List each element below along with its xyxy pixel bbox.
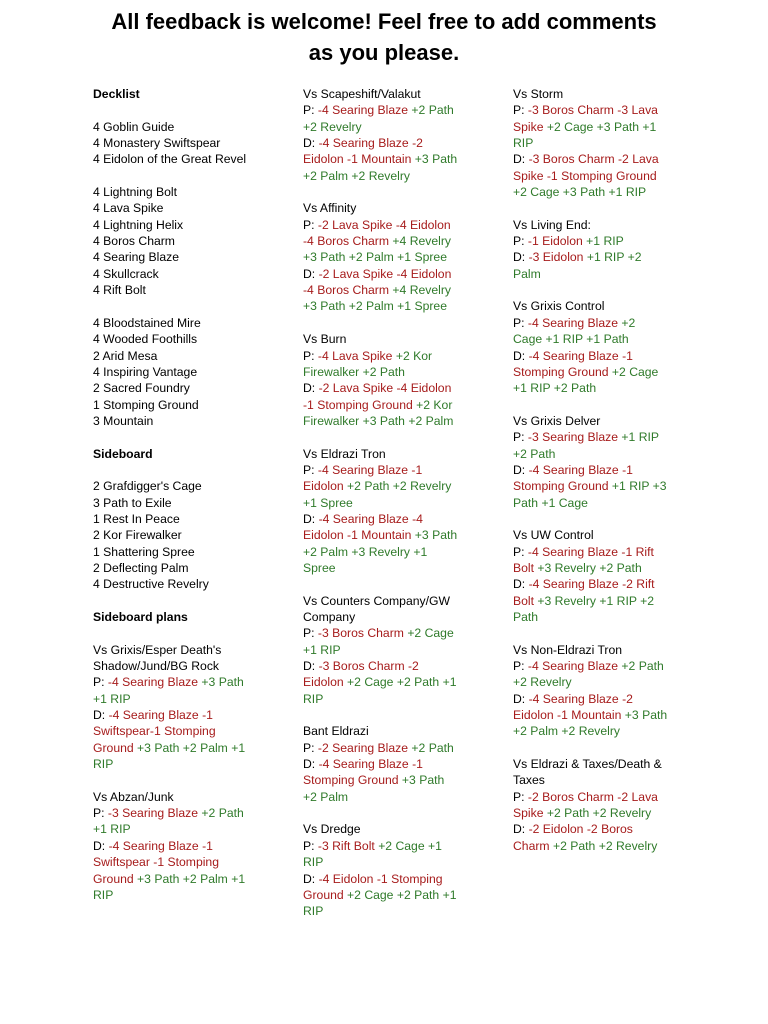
draw-plan-line [303, 560, 493, 576]
plan-cuts: -3 Boros Charm [317, 626, 408, 641]
plan-cuts: -2 Boros Charm -2 Lava [527, 789, 658, 804]
draw-plan-line [303, 544, 493, 560]
plan-additions: +2 Palm +2 Revelry [303, 168, 411, 183]
sideboard-card: 1 Shattering Spree [93, 544, 195, 559]
plan-additions: Spree [303, 560, 336, 575]
decklist-card: 4 Searing Blaze [93, 250, 180, 265]
decklist-card: 4 Goblin Guide [93, 119, 175, 134]
draw-plan-line [303, 413, 493, 429]
draw-plan-line [513, 821, 703, 837]
draw-plan-line [513, 593, 703, 609]
plan-additions: +3 Revelry +1 RIP +2 [537, 593, 655, 608]
matchup-block [513, 217, 703, 282]
plan-additions: +2 Cage +2 Path +1 [347, 887, 457, 902]
plan-additions: +4 Revelry [392, 234, 451, 249]
matchup-title: Vs Scapeshift/Valakut [303, 87, 421, 101]
plan-additions: +2 Path [621, 659, 664, 674]
plan-prefix: D: [513, 152, 529, 167]
matchup-title: Vs Non-Eldrazi Tron [513, 642, 623, 657]
draw-plan-line [303, 887, 493, 903]
plan-additions: RIP [303, 904, 324, 919]
draw-plan-line [513, 478, 703, 494]
play-plan-line [513, 789, 703, 805]
plan-prefix: P: [93, 675, 108, 690]
matchup-title: Shadow/Jund/BG Rock [93, 659, 220, 674]
plan-additions: +3 Path +2 Palm +1 [137, 740, 246, 755]
plan-cuts: Eidolon [303, 479, 348, 494]
plan-cuts: -3 Searing Blaze [107, 806, 202, 821]
matchup-block [303, 821, 493, 919]
play-plan-line [513, 102, 703, 118]
plan-additions: +2 Cage +3 Path +1 RIP [513, 185, 647, 200]
decklist-card: 4 Eidolon of the Great Revel [93, 152, 247, 167]
draw-plan-line [303, 151, 493, 167]
matchup-block [513, 413, 703, 511]
plan-cuts: -3 Searing Blaze [527, 430, 622, 445]
play-plan-line [303, 249, 493, 265]
plan-prefix: P: [303, 217, 318, 232]
plan-prefix: D: [513, 348, 529, 363]
draw-plan-line [93, 838, 283, 854]
play-plan-line [303, 478, 493, 494]
draw-plan-line [93, 756, 283, 772]
plan-cuts: -4 Eidolon -1 Stomping [318, 871, 443, 886]
plan-prefix: P: [513, 659, 528, 674]
play-plan-line [513, 446, 703, 462]
matchup-title: Vs Burn [303, 332, 347, 347]
plan-prefix: P: [513, 315, 528, 330]
draw-plan-line [303, 380, 493, 396]
plan-additions: +1 Spree [303, 495, 353, 510]
plan-prefix: P: [303, 462, 318, 477]
decklist-card: 4 Monastery Swiftspear [93, 136, 221, 151]
sideboard-plans-heading: Sideboard plans [93, 610, 188, 624]
draw-plan-line [513, 348, 703, 364]
plan-cuts: -4 Boros Charm [303, 283, 393, 298]
plan-prefix: D: [93, 838, 109, 853]
decklist-card: 4 Wooded Foothills [93, 332, 198, 347]
plan-cuts: -4 Searing Blaze -1 [317, 462, 423, 477]
draw-plan-line [303, 772, 493, 788]
plan-additions: Cage +1 RIP +1 Path [513, 332, 629, 347]
decklist-card: 4 Inspiring Vantage [93, 364, 198, 379]
draw-plan-line [513, 691, 703, 707]
plan-cuts: -4 Searing Blaze [317, 103, 412, 118]
play-plan-line [513, 658, 703, 674]
sideboard-card: 2 Deflecting Palm [93, 560, 189, 575]
plan-cuts: -1 Stomping Ground [303, 397, 417, 412]
plan-additions: Firewalker +3 Path +2 Palm [303, 413, 454, 428]
matchup-block [303, 723, 493, 805]
matchup-title: Vs Living End: [513, 217, 591, 232]
plan-prefix: P: [513, 234, 528, 249]
draw-plan-line [513, 168, 703, 184]
decklist-card: 2 Sacred Foundry [93, 381, 190, 396]
plan-cuts: -4 Searing Blaze -1 [528, 348, 633, 363]
plan-prefix: D: [303, 659, 319, 674]
plan-additions: +1 RIP [586, 234, 624, 249]
plan-cuts: Spike -1 Stomping Ground [513, 168, 657, 183]
plan-cuts: -4 Searing Blaze -2 [528, 691, 633, 706]
draw-plan-line [303, 168, 493, 184]
matchup-title: Vs Eldrazi & Taxes/Death & [513, 757, 662, 772]
play-plan-line [303, 217, 493, 233]
play-plan-line [93, 691, 283, 707]
play-plan-line [303, 495, 493, 511]
draw-plan-line [93, 707, 283, 723]
plan-additions: +2 Path +2 Revelry [552, 838, 658, 853]
plan-additions: RIP [93, 757, 114, 772]
matchup-block [93, 789, 283, 903]
plan-cuts: -4 Searing Blaze -1 [108, 708, 213, 723]
decklist-card: 3 Mountain [93, 413, 154, 428]
plan-additions: +2 Palm [303, 789, 349, 804]
plan-cuts: Stomping Ground [513, 364, 612, 379]
play-plan-line [93, 674, 283, 690]
play-plan-line [513, 233, 703, 249]
draw-plan-line [513, 249, 703, 265]
plan-cuts: Stomping Ground [513, 479, 612, 494]
plan-additions: +3 Path +2 Palm +1 Spree [303, 299, 447, 314]
draw-plan-line [513, 495, 703, 511]
title-line-1: All feedback is welcome! Feel free to add comments [111, 9, 657, 34]
play-plan-line [303, 364, 493, 380]
plan-prefix: D: [513, 691, 529, 706]
matchup-title: Vs Storm [513, 87, 564, 101]
page-title [0, 6, 768, 68]
draw-plan-line [303, 282, 493, 298]
matchup-block [303, 200, 493, 314]
matchup-title: Vs Abzan/Junk [93, 789, 174, 804]
plan-cuts: Eidolon -1 Mountain [303, 528, 415, 543]
plan-cuts: -4 Searing Blaze -1 [108, 838, 213, 853]
plan-cuts: Eidolon -1 Mountain [303, 152, 415, 167]
plan-cuts: Stomping Ground [303, 773, 402, 788]
draw-plan-line [513, 609, 703, 625]
matchup-title: Vs Grixis Delver [513, 413, 601, 428]
draw-plan-line [303, 511, 493, 527]
plan-additions: +2 Cage +1 [378, 838, 442, 853]
plan-prefix: D: [303, 757, 319, 772]
play-plan-line [303, 462, 493, 478]
plan-cuts: Swiftspear-1 Stomping [93, 724, 216, 739]
matchup-title: Taxes [513, 773, 545, 788]
decklist-card: 4 Lava Spike [93, 201, 164, 216]
matchup-title: Vs UW Control [513, 528, 594, 543]
draw-plan-line [513, 184, 703, 200]
sideboard-card: 2 Kor Firewalker [93, 528, 182, 543]
plan-additions: Palm [513, 266, 541, 281]
plan-additions: +1 RIP [303, 642, 341, 657]
plan-cuts: Eidolon -1 Mountain [513, 708, 625, 723]
sideboard-card: 4 Destructive Revelry [93, 577, 209, 592]
play-plan-line [93, 821, 283, 837]
play-plan-line [513, 429, 703, 445]
sideboard-heading: Sideboard [93, 446, 153, 461]
play-plan-line [303, 102, 493, 118]
plan-additions: +1 RIP +3 [611, 479, 667, 494]
matchup-block [303, 593, 493, 707]
plan-additions: +1 RIP [93, 691, 131, 706]
plan-cuts: -4 Searing Blaze -2 Rift [528, 577, 655, 592]
plan-cuts: -3 Boros Charm -2 [318, 659, 419, 674]
title-line-2: as you please. [308, 40, 460, 65]
decklist-card: 4 Lightning Helix [93, 217, 184, 232]
plan-additions: +2 Palm +3 Revelry +1 [303, 544, 428, 559]
play-plan-line [513, 315, 703, 331]
plan-additions: RIP [303, 855, 324, 870]
decklist-card: 1 Stomping Ground [93, 397, 199, 412]
plan-prefix: P: [303, 626, 318, 641]
matchup-title: Vs Eldrazi Tron [303, 446, 386, 461]
plan-additions: +1 RIP [93, 822, 131, 837]
column-1 [93, 86, 283, 903]
sideboard-card: 3 Path to Exile [93, 495, 172, 510]
plan-additions: +4 Revelry [392, 283, 451, 298]
plan-additions: +2 Cage [407, 626, 454, 641]
draw-plan-line [93, 854, 283, 870]
draw-plan-line [513, 723, 703, 739]
plan-additions: +1 RIP +2 [586, 250, 642, 265]
draw-plan-line [303, 789, 493, 805]
matchup-block [513, 756, 703, 854]
plan-prefix: D: [303, 136, 319, 151]
plan-additions: +2 [621, 315, 636, 330]
draw-plan-line [303, 674, 493, 690]
plan-prefix: D: [513, 822, 529, 837]
plan-additions: RIP [513, 136, 534, 151]
draw-plan-line [303, 903, 493, 919]
plan-additions: +3 Path [624, 708, 668, 723]
matchup-block [93, 642, 283, 773]
draw-plan-line [303, 871, 493, 887]
plan-cuts: -3 Boros Charm -3 Lava [527, 103, 658, 118]
plan-additions: +2 Cage +2 Path +1 [347, 675, 457, 690]
matchup-block [303, 446, 493, 577]
plan-additions: +2 Cage +3 Path +1 [546, 119, 657, 134]
plan-additions: +3 Path [401, 773, 445, 788]
plan-cuts: -4 Searing Blaze -1 [318, 757, 423, 772]
plan-cuts: Ground [93, 871, 138, 886]
play-plan-line [93, 805, 283, 821]
plan-additions: +2 Path [411, 103, 454, 118]
draw-plan-line [303, 135, 493, 151]
draw-plan-line [93, 740, 283, 756]
play-plan-line [513, 544, 703, 560]
play-plan-line [513, 560, 703, 576]
draw-plan-line [93, 887, 283, 903]
plan-additions: Path +1 Cage [513, 495, 588, 510]
plan-additions: +2 Path [411, 740, 454, 755]
draw-plan-line [513, 380, 703, 396]
plan-prefix: D: [513, 577, 529, 592]
play-plan-line [303, 854, 493, 870]
draw-plan-line [513, 576, 703, 592]
plan-prefix: P: [513, 103, 528, 118]
plan-prefix: P: [303, 103, 318, 118]
plan-prefix: P: [303, 348, 318, 363]
plan-cuts: -3 Eidolon [528, 250, 587, 265]
plan-prefix: D: [513, 250, 529, 265]
plan-prefix: P: [93, 806, 108, 821]
matchup-block [513, 642, 703, 740]
plan-additions: +2 Kor [416, 397, 453, 412]
play-plan-line [303, 233, 493, 249]
plan-cuts: -4 Boros Charm [303, 234, 393, 249]
plan-cuts: -4 Searing Blaze -1 [528, 462, 633, 477]
plan-additions: +3 Path +2 Palm +1 Spree [303, 250, 447, 265]
play-plan-line [513, 331, 703, 347]
plan-additions: +2 Path +2 Revelry [546, 806, 652, 821]
plan-cuts: -2 Eidolon -2 Boros [528, 822, 633, 837]
plan-cuts: Spike [513, 806, 547, 821]
matchup-title: Bant Eldrazi [303, 724, 369, 739]
plan-prefix: D: [513, 462, 529, 477]
decklist-card: 4 Bloodstained Mire [93, 315, 201, 330]
plan-cuts: -1 Eidolon [527, 234, 587, 249]
plan-prefix: D: [303, 381, 319, 396]
decklist-card: 4 Skullcrack [93, 266, 159, 281]
plan-additions: +3 Path [414, 152, 458, 167]
plan-additions: +3 Revelry +2 Path [537, 560, 642, 575]
draw-plan-line [93, 871, 283, 887]
decklist-heading: Decklist [93, 87, 140, 101]
plan-additions: +2 Kor [395, 348, 433, 363]
matchup-title: Company [303, 610, 356, 624]
plan-cuts: -4 Lava Spike [317, 348, 396, 363]
draw-plan-line [513, 838, 703, 854]
plan-additions: +2 Path [201, 806, 244, 821]
decklist-card: 4 Rift Bolt [93, 283, 146, 298]
play-plan-line [303, 838, 493, 854]
plan-additions: Firewalker +2 Path [303, 364, 405, 379]
plan-additions: +3 Path +2 Palm +1 [137, 871, 246, 886]
plan-cuts: -4 Searing Blaze [527, 659, 622, 674]
matchup-block [303, 331, 493, 429]
column-2 [303, 86, 493, 920]
plan-additions: +3 Path [201, 675, 244, 690]
matchup-block [303, 86, 493, 184]
plan-cuts: Bolt [513, 593, 538, 608]
draw-plan-line [303, 691, 493, 707]
plan-prefix: D: [93, 708, 109, 723]
matchup-block [513, 298, 703, 396]
plan-cuts: Ground [93, 740, 138, 755]
play-plan-line [513, 805, 703, 821]
plan-cuts: Bolt [513, 560, 538, 575]
draw-plan-line [303, 397, 493, 413]
plan-prefix: P: [513, 430, 528, 445]
matchup-title: Vs Grixis/Esper Death's [93, 642, 222, 657]
draw-plan-line [513, 266, 703, 282]
plan-cuts: -3 Boros Charm -2 Lava [528, 152, 659, 167]
plan-additions: +1 RIP +2 Path [513, 381, 597, 396]
plan-additions: Path [513, 610, 539, 624]
play-plan-line [513, 674, 703, 690]
matchup-title: Vs Affinity [303, 201, 357, 216]
plan-prefix: P: [303, 740, 318, 755]
plan-cuts: -4 Searing Blaze [527, 315, 622, 330]
play-plan-line [303, 625, 493, 641]
plan-cuts: -2 Searing Blaze [317, 740, 412, 755]
play-plan-line [303, 740, 493, 756]
matchup-title: Vs Counters Company/GW [303, 593, 450, 608]
decklist-card: 2 Arid Mesa [93, 348, 158, 363]
decklist-card: 4 Boros Charm [93, 234, 175, 249]
decklist-card: 4 Lightning Bolt [93, 185, 178, 200]
plan-cuts: -4 Searing Blaze -4 [318, 511, 423, 526]
play-plan-line [513, 135, 703, 151]
draw-plan-line [303, 527, 493, 543]
plan-additions: +2 Palm +2 Revelry [513, 724, 621, 739]
play-plan-line [513, 119, 703, 135]
column-3 [513, 86, 703, 854]
sideboard-card: 1 Rest In Peace [93, 511, 180, 526]
plan-additions: +1 RIP [621, 430, 660, 445]
plan-additions: +2 Revelry [513, 675, 572, 690]
draw-plan-line [303, 658, 493, 674]
matchup-title: Vs Dredge [303, 822, 361, 837]
plan-prefix: P: [513, 789, 528, 804]
play-plan-line [303, 119, 493, 135]
draw-plan-line [93, 723, 283, 739]
draw-plan-line [513, 707, 703, 723]
draw-plan-line [513, 364, 703, 380]
plan-cuts: Ground [303, 887, 348, 902]
plan-additions: +2 Revelry [303, 119, 362, 134]
plan-prefix: D: [303, 871, 319, 886]
draw-plan-line [513, 462, 703, 478]
plan-prefix: D: [303, 266, 319, 281]
plan-additions: +2 Path [513, 446, 556, 461]
draw-plan-line [513, 151, 703, 167]
plan-additions: +3 Path [414, 528, 458, 543]
plan-cuts: -2 Lava Spike -4 Eidolon [318, 381, 452, 396]
matchup-block [513, 527, 703, 625]
plan-cuts: -4 Searing Blaze [107, 675, 202, 690]
plan-cuts: -2 Lava Spike -4 Eidolon [318, 266, 452, 281]
plan-cuts: Charm [513, 838, 553, 853]
plan-cuts: Swiftspear -1 Stomping [93, 855, 219, 870]
plan-cuts: -4 Searing Blaze -1 Rift [527, 544, 654, 559]
plan-cuts: Spike [513, 119, 547, 134]
play-plan-line [303, 642, 493, 658]
draw-plan-line [303, 756, 493, 772]
plan-prefix: D: [303, 511, 319, 526]
plan-cuts: -3 Rift Bolt [317, 838, 379, 853]
plan-cuts: -2 Lava Spike -4 Eidolon [317, 217, 451, 232]
draw-plan-line [303, 298, 493, 314]
sideboard-card: 2 Grafdigger's Cage [93, 479, 202, 494]
matchup-title: Vs Grixis Control [513, 299, 605, 314]
plan-additions: RIP [93, 887, 114, 902]
matchup-block [513, 86, 703, 200]
plan-prefix: P: [513, 544, 528, 559]
play-plan-line [303, 348, 493, 364]
draw-plan-line [303, 266, 493, 282]
plan-additions: +2 Cage [611, 364, 659, 379]
plan-cuts: -4 Searing Blaze -2 [318, 136, 423, 151]
plan-additions: RIP [303, 691, 324, 706]
plan-prefix: P: [303, 838, 318, 853]
plan-additions: +2 Path +2 Revelry [347, 479, 452, 494]
plan-cuts: Eidolon [303, 675, 348, 690]
